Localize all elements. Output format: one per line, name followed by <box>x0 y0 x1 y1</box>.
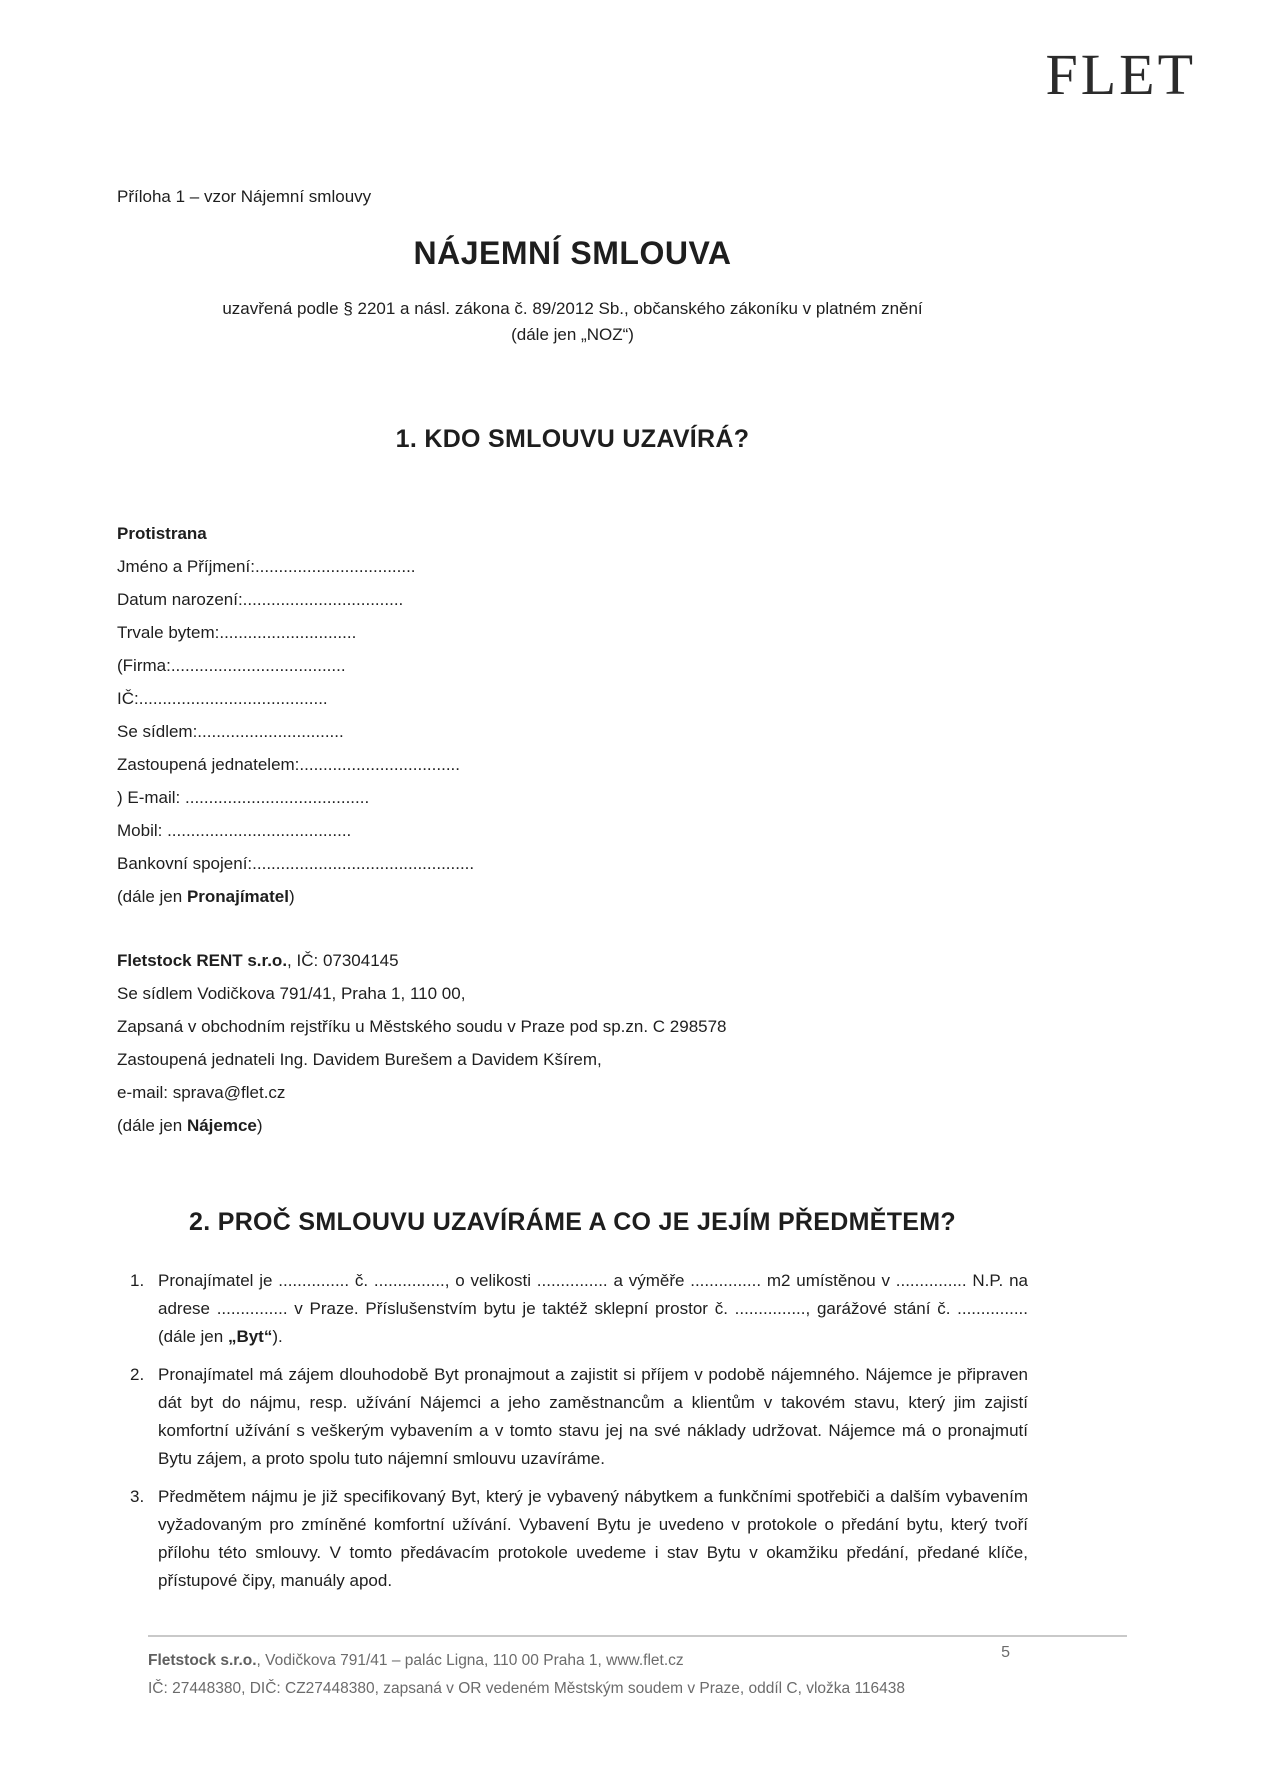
tenant-company-name: Fletstock RENT s.r.o. <box>117 951 288 970</box>
tenant-alias-line <box>117 1109 1028 1142</box>
tenant-email-line: e-mail: sprava@flet.cz <box>117 1083 286 1102</box>
field-bank-account: Bankovní spojení:............................................... <box>117 854 475 873</box>
clause-text: Pronajímatel je ............... č. ..............., o velikosti ............... a výměře ............... m2 umístěnou v ............... N.P. na adrese ............... v Praze. Příslušenstvím bytu je taktéž sklepní prostor č. ..............., garážové stání č. ............... (dále jen <box>158 1271 1028 1346</box>
field-birth-date: Datum narození:.................................. <box>117 590 404 609</box>
field-company: (Firma:..................................... <box>117 656 346 675</box>
footer-text-block <box>148 1647 1127 1703</box>
clause-item-2 <box>117 1361 1028 1473</box>
clause-number: 1. <box>130 1271 145 1290</box>
section-1-heading: 1. KDO SMLOUVU UZAVÍRÁ? <box>395 425 750 453</box>
alias-suffix: ) <box>256 1116 263 1135</box>
clause-number: 2. <box>130 1365 145 1384</box>
subtitle-noz-alias: (dále jen „NOZ“) <box>511 325 634 344</box>
page-number: 5 <box>1001 1644 1010 1661</box>
subtitle-law-reference: uzavřená podle § 2201 a násl. zákona č. 89/2012 Sb., občanského zákoníku v platném znění <box>222 299 923 318</box>
party-label: Protistrana <box>117 524 207 543</box>
tenant-name-line <box>117 944 1028 977</box>
alias-suffix: ) <box>288 887 295 906</box>
clause-number: 3. <box>130 1487 145 1506</box>
alias-tenant: Nájemce <box>186 1116 257 1135</box>
byt-alias-bold: „Byt“ <box>227 1327 273 1346</box>
section-2-heading: 2. PROČ SMLOUVU UZAVÍRÁME A CO JE JEJÍM PŘEDMĚTEM? <box>189 1208 956 1236</box>
clause-item-1 <box>117 1267 1028 1351</box>
footer-company-name: Fletstock s.r.o. <box>148 1652 257 1669</box>
landlord-alias-line <box>117 880 1028 913</box>
alias-prefix: (dále jen <box>117 1116 187 1135</box>
footer-company-line <box>148 1647 1127 1675</box>
tenant-address-line: Se sídlem Vodičkova 791/41, Praha 1, 110 00, <box>117 984 466 1003</box>
landlord-party-block <box>117 517 1028 913</box>
tenant-company-id: , IČ: 07304145 <box>287 951 399 970</box>
page-footer <box>148 1635 1127 1703</box>
clause-text: Předmětem nájmu je již specifikovaný Byt, který je vybavený nábytkem a funkčními spotřebiči a dalším vybavením vyžadovaným pro zmíněné komfortní užívání. Vybavení Bytu je uvedeno v protokole o předání bytu, který tvoří přílohu této smlouvy. V tomto předávacím protokole uvedeme i stav Bytu v okamžiku předání, předané klíče, přístupové čipy, manuály apod. <box>158 1487 1028 1590</box>
attachment-label: Příloha 1 – vzor Nájemní smlouvy <box>117 187 372 206</box>
alias-prefix: (dále jen <box>117 887 187 906</box>
field-registered-office: Se sídlem:............................... <box>117 722 344 741</box>
field-company-id: IČ:........................................ <box>117 689 328 708</box>
footer-registration-line: IČ: 27448380, DIČ: CZ27448380, zapsaná v OR vedeném Městským soudem v Praze, oddíl C, vložka 116438 <box>148 1680 906 1697</box>
tenant-party-block <box>117 944 1028 1142</box>
footer-company-address: , Vodičkova 791/41 – palác Ligna, 110 00 Praha 1, www.flet.cz <box>256 1652 684 1669</box>
document-title: NÁJEMNÍ SMLOUVA <box>413 235 732 271</box>
flet-logo: FLET <box>1045 42 1196 107</box>
field-permanent-address: Trvale bytem:............................. <box>117 623 357 642</box>
clause-list <box>117 1267 1028 1595</box>
tenant-registry-line: Zapsaná v obchodním rejstříku u Městského soudu v Praze pod sp.zn. C 298578 <box>117 1017 727 1036</box>
field-name-surname: Jméno a Příjmení:.................................. <box>117 557 416 576</box>
clause-text-end: ). <box>272 1327 283 1346</box>
field-email: ) E-mail: ....................................... <box>117 788 370 807</box>
field-mobile: Mobil: ....................................... <box>117 821 352 840</box>
alias-landlord: Pronajímatel <box>186 887 289 906</box>
field-represented-by: Zastoupená jednatelem:.................................. <box>117 755 460 774</box>
tenant-representatives-line: Zastoupená jednateli Ing. Davidem Burešem a Davidem Kšírem, <box>117 1050 602 1069</box>
clause-item-3 <box>117 1483 1028 1595</box>
clause-text: Pronajímatel má zájem dlouhodobě Byt pronajmout a zajistit si příjem v podobě nájemného. Nájemce je připraven dát byt do nájmu, resp. užívání Nájemci a jeho zaměstnancům a klientům v takovém stavu, který jim zajistí komfortní užívání s veškerým vybavením a v tomto stavu jej na své náklady udržovat. Nájemce má o pronajmutí Bytu zájem, a proto spolu tuto nájemní smlouvu uzavíráme. <box>158 1365 1028 1468</box>
